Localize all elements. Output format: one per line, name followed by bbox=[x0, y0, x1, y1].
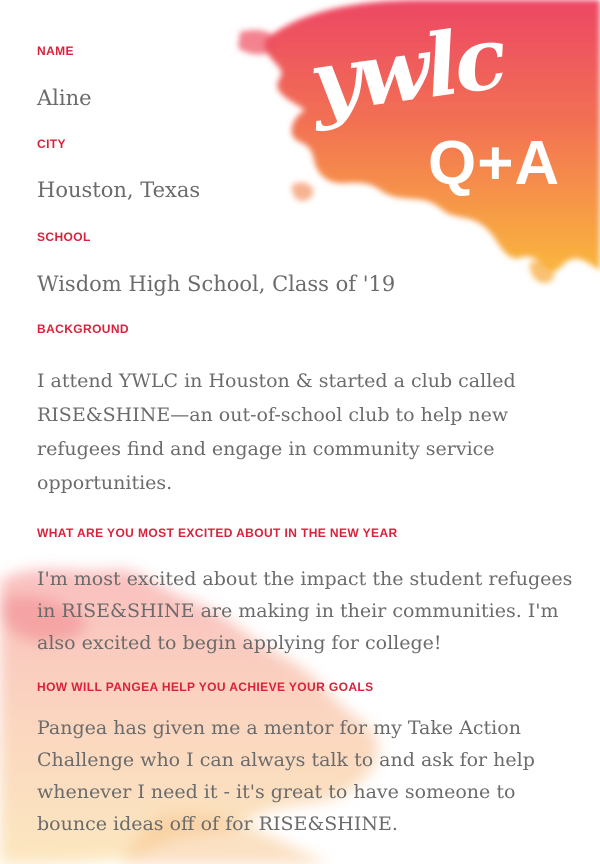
label-excited: WHAT ARE YOU MOST EXCITED ABOUT IN THE NEW YEAR bbox=[37, 526, 398, 540]
label-name: NAME bbox=[37, 44, 74, 58]
ywlc-qa-logo bbox=[0, 0, 600, 260]
answer-pangea: Pangea has given me a mentor for my Take Action Challenge who I can always talk to and ask for help whenever I need it - it's great to have someone to bounce ideas off of for RISE&SHINE. bbox=[37, 717, 535, 835]
logo-ywlc: ywlc bbox=[303, 7, 510, 134]
logo-qa: Q+A bbox=[428, 129, 561, 198]
answer-excited: I'm most excited about the impact the student refugees in RISE&SHINE are making in their communities. I'm also excited to begin applying for college! bbox=[37, 568, 573, 654]
answer-city: Houston, Texas bbox=[37, 178, 201, 202]
label-city: CITY bbox=[37, 137, 66, 151]
answer-name: Aline bbox=[37, 86, 92, 110]
label-background: BACKGROUND bbox=[37, 322, 129, 336]
label-school: SCHOOL bbox=[37, 230, 91, 244]
label-pangea: HOW WILL PANGEA HELP YOU ACHIEVE YOUR GOALS bbox=[37, 680, 374, 694]
answer-school: Wisdom High School, Class of '19 bbox=[37, 272, 396, 296]
answer-background: I attend YWLC in Houston & started a club called RISE&SHINE—an out-of-school club to help new refugees find and engage in community service opportunities. bbox=[37, 370, 516, 494]
